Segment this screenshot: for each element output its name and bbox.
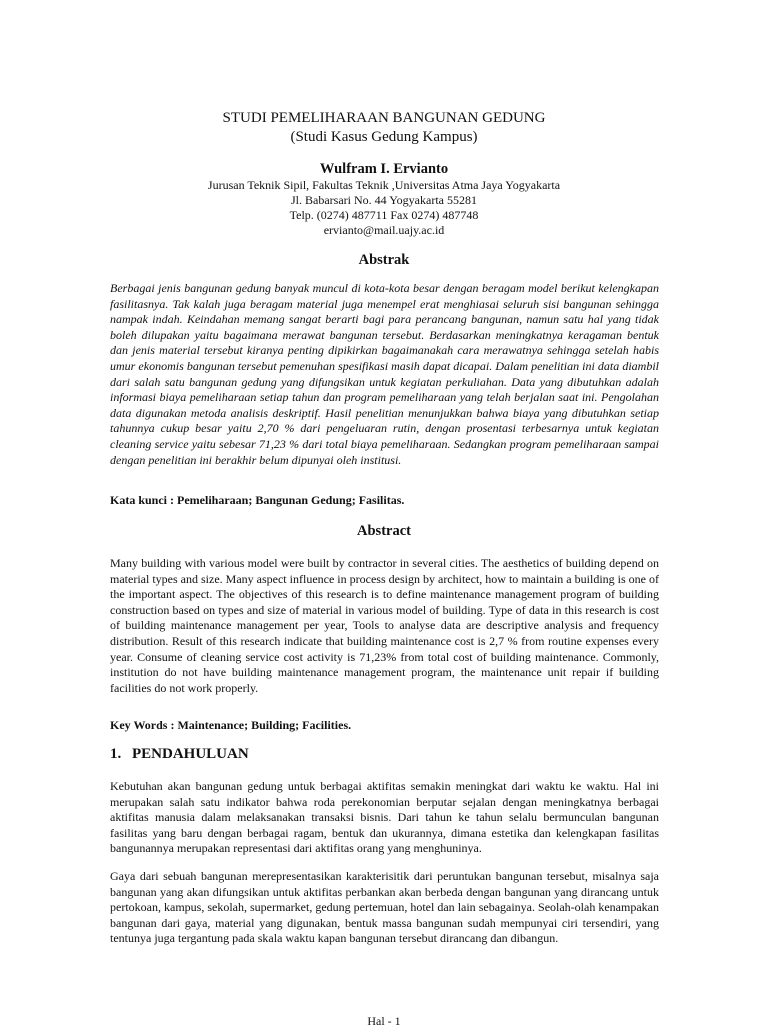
paper-title: STUDI PEMELIHARAAN BANGUNAN GEDUNG [222, 110, 546, 126]
email: ervianto@mail.uajy.ac.id [323, 223, 445, 237]
abstract-heading: Abstract [357, 523, 411, 539]
phone-fax: Telp. (0274) 487711 Fax 0274) 487748 [289, 208, 479, 222]
abstrak-heading: Abstrak [358, 252, 410, 268]
paper-subtitle: (Studi Kasus Gedung Kampus) [290, 129, 478, 145]
intro-paragraph-2: Gaya dari sebuah bangunan merepresentasikan karakterisitik dari peruntukan bangunan tersebut, misalnya saja bangunan yang akan difungsikan untuk aktifitas perbankan akan berbeda dengan bangunan yang dirancang untuk pertokoan, kampus, sekolah, supermarket, gedung pertemuan, hotel dan lain sebagainya. Seolah-olah kenampakan bangunan dari gaya, material yang digunakan, bentuk massa bangunan sudah mempunyai ciri tersendiri, yang tentunya juga tergantung pada skala waktu kapan bangunan tersebut dirancang dan dibangun. [110, 869, 659, 946]
section-title: PENDAHULUAN [132, 746, 249, 762]
kata-kunci: Kata kunci : Pemeliharaan; Bangunan Gedung; Fasilitas. [110, 493, 405, 507]
abstract-body: Many building with various model were built by contractor in several cities. The aesthetics of building depend on material types and size. Many aspect influence in process design by architect, how to maintain a building is one of the important aspect. The objectives of this research is to define maintenance management program of building construction based on types and size of material in various model of building. Type of data in this research is cost of building maintenance management per year, Tools to analyse data are descriptive analysis and frequency distribution. Result of this research indicate that building maintenance cost is 2,7 % from routine expenses every year. Consume of cleaning service cost activity is 71,23% from total cost of building maintenance. Commonly, institution do not have building maintenance management program, the maintenance unit repair if building facilities do not work properly. [110, 556, 659, 695]
author-affiliation-block [0, 178, 768, 238]
affiliation: Jurusan Teknik Sipil, Fakultas Teknik ,Universitas Atma Jaya Yogyakarta [207, 178, 561, 192]
section-heading [110, 746, 249, 763]
intro-paragraph-1: Kebutuhan akan bangunan gedung untuk berbagai aktifitas semakin meningkat dari waktu ke waktu. Hal ini merupakan salah satu indikator bahwa roda perekonomian berputar sejalan dengan meningkatnya berbagai aktifitas manusia dalam melaksanakan transaksi bisnis. Dari tahun ke tahun selalu bermunculan bangunan fasilitas yang baru dengan berbagai ragam, bentuk dan ukurannya, dimana estetika dan kelengkapan fasilitas bangunannya merupakan representasi dari aktifitas orang yang menghuninya. [110, 779, 659, 856]
address: Jl. Babarsari No. 44 Yogyakarta 55281 [291, 193, 477, 207]
author-name: Wulfram I. Ervianto [319, 161, 449, 177]
abstrak-body: Berbagai jenis bangunan gedung banyak muncul di kota-kota besar dengan beragam model berikut kelengkapan fasilitasnya. Tak kalah juga beragam material juga menempel erat menghiasai seluruh sisi bangunan sehingga nampak indah. Keindahan memang sangat berarti bagi para perancang bangunan, namun satu hal yang tidak boleh dilupakan yaitu bagaimana merawat bangunan tersebut. Berdasarkan meningkatnya keragaman bentuk dan jenis material tersebut kiranya penting dipikirkan bagaimanakah cara merawatnya sehingga setelah habis umur ekonomis bangunan tersebut pemenuhan spesifikasi masih dapat dicapai. Dalam penelitian ini data diambil dari salah satu bangunan gedung yang difungsikan untuk kegiatan perkuliahan. Data yang dibutuhkan adalah informasi biaya pemeliharaan setiap tahun dan program pemeliharaan yang telah berjalan saat ini. Pengolahan data digunakan metoda analisis deskriptif. Hasil penelitian menunjukkan bahwa biaya yang dibutuhkan setiap tahunnya cukup besar yaitu 2,70 % dari pengeluaran rutin, dengan prosentasi terbesarnya untuk kegiatan cleaning service yaitu sebesar 71,23 % dari total biaya pemeliharaan. Sedangkan program pemeliharaan sampai dengan penelitian ini berakhir belum dipunyai oleh institusi. [110, 281, 659, 467]
key-words: Key Words : Maintenance; Building; Facilities. [110, 718, 352, 732]
page-number: Hal - 1 [367, 1014, 401, 1028]
section-number: 1. [110, 746, 122, 762]
